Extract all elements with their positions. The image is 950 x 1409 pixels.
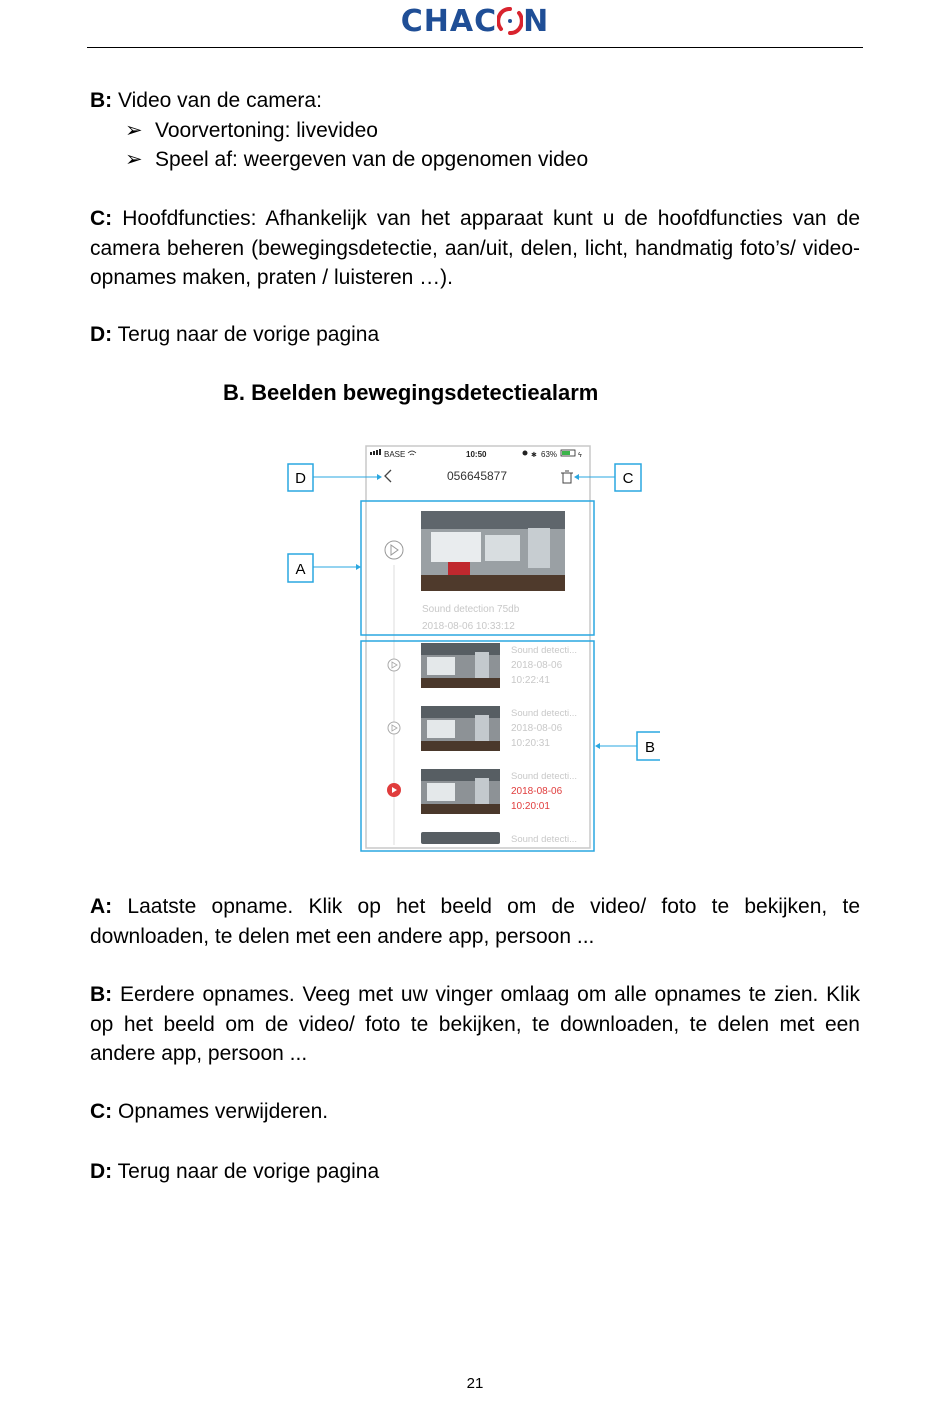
logo-o-icon — [497, 6, 523, 36]
svg-text:D: D — [295, 470, 306, 487]
section-b — [90, 86, 860, 116]
svg-text:2018-08-06: 2018-08-06 — [511, 660, 563, 671]
svg-text:Sound detecti...: Sound detecti... — [511, 771, 578, 782]
desc-d-label: D: — [90, 1160, 113, 1183]
desc-b — [90, 980, 860, 1069]
chacon-logo — [0, 4, 950, 39]
device-title: 056645877 — [446, 469, 508, 483]
alarm-icon — [523, 451, 528, 456]
svg-text:Sound detecti...: Sound detecti... — [511, 834, 578, 845]
arrow-bullet-icon: ➢ — [125, 148, 143, 171]
svg-text:10:20:01: 10:20:01 — [511, 801, 550, 812]
bullet-item — [125, 145, 588, 174]
latest-play-icon — [385, 541, 403, 559]
play-icon — [388, 659, 400, 671]
section-heading: B. Beelden bewegingsdetectiealarm — [223, 380, 599, 405]
svg-text:Sound detecti...: Sound detecti... — [511, 645, 578, 656]
list-item — [421, 832, 577, 845]
svg-text:A: A — [295, 561, 306, 578]
latest-event: Sound detection 75db — [422, 604, 520, 615]
desc-c — [90, 1097, 860, 1127]
logo-suffix: N — [523, 4, 550, 39]
latest-thumbnail — [421, 511, 565, 591]
desc-c-label: C: — [90, 1100, 113, 1123]
bluetooth-icon: ✱ — [531, 452, 537, 459]
bullet-text: Voorvertoning: livevideo — [155, 119, 378, 142]
section-b-text: Video van de camera: — [118, 89, 322, 112]
svg-text:2018-08-06: 2018-08-06 — [511, 786, 563, 797]
bullet-item — [125, 116, 378, 145]
arrow-bullet-icon: ➢ — [125, 119, 143, 142]
svg-text:10:20:31: 10:20:31 — [511, 738, 550, 749]
svg-text:10:22:41: 10:22:41 — [511, 675, 550, 686]
app-screenshot-figure — [280, 440, 660, 860]
desc-d-text: Terug naar de vorige pagina — [117, 1160, 380, 1183]
thumbnail — [421, 832, 500, 844]
desc-d — [90, 1157, 860, 1187]
section-d-text: Terug naar de vorige pagina — [117, 323, 380, 346]
svg-text:B: B — [644, 739, 656, 756]
desc-b-label: B: — [90, 983, 113, 1006]
desc-a — [90, 892, 860, 951]
page-number: 21 — [466, 1375, 484, 1392]
section-b-label: B: — [90, 89, 113, 112]
section-c-label: C: — [90, 207, 113, 230]
bullet-text: Speel af: weergeven van de opgenomen video — [155, 148, 589, 171]
section-c-text: Hoofdfuncties: Afhankelijk van het apparaat kunt u de hoofdfuncties van de camera beheren (bewegingsdetectie, aan/uit, delen, licht, handmatig foto’s/ video-opnames maken, praten / luisteren …). — [90, 207, 861, 289]
desc-a-text: Laatste opname. Klik op het beeld om de video/ foto te bekijken, te downloaden, te delen met een andere app, persoon ... — [90, 895, 860, 948]
svg-text:2018-08-06: 2018-08-06 — [511, 723, 563, 734]
section-d — [90, 320, 860, 350]
section-c — [90, 204, 860, 293]
svg-text:ϟ: ϟ — [578, 452, 582, 459]
section-d-label: D: — [90, 323, 113, 346]
status-time: 10:50 — [466, 450, 487, 459]
header-rule — [87, 47, 863, 48]
play-icon — [388, 722, 400, 734]
svg-text:C: C — [622, 470, 634, 487]
svg-text:Sound detecti...: Sound detecti... — [511, 708, 578, 719]
status-battery: 63% — [541, 450, 558, 459]
desc-c-text: Opnames verwijderen. — [118, 1100, 329, 1123]
latest-datetime: 2018-08-06 10:33:12 — [422, 621, 515, 632]
logo-prefix: CHAC — [400, 4, 498, 39]
status-carrier: BASE — [384, 450, 406, 459]
desc-b-text: Eerdere opnames. Veeg met uw vinger omlaag om alle opnames te zien. Klik op het beeld om de video/ foto te bekijken, te downloaden, te delen met een andere app, persoon ... — [90, 983, 860, 1065]
desc-a-label: A: — [90, 895, 113, 918]
